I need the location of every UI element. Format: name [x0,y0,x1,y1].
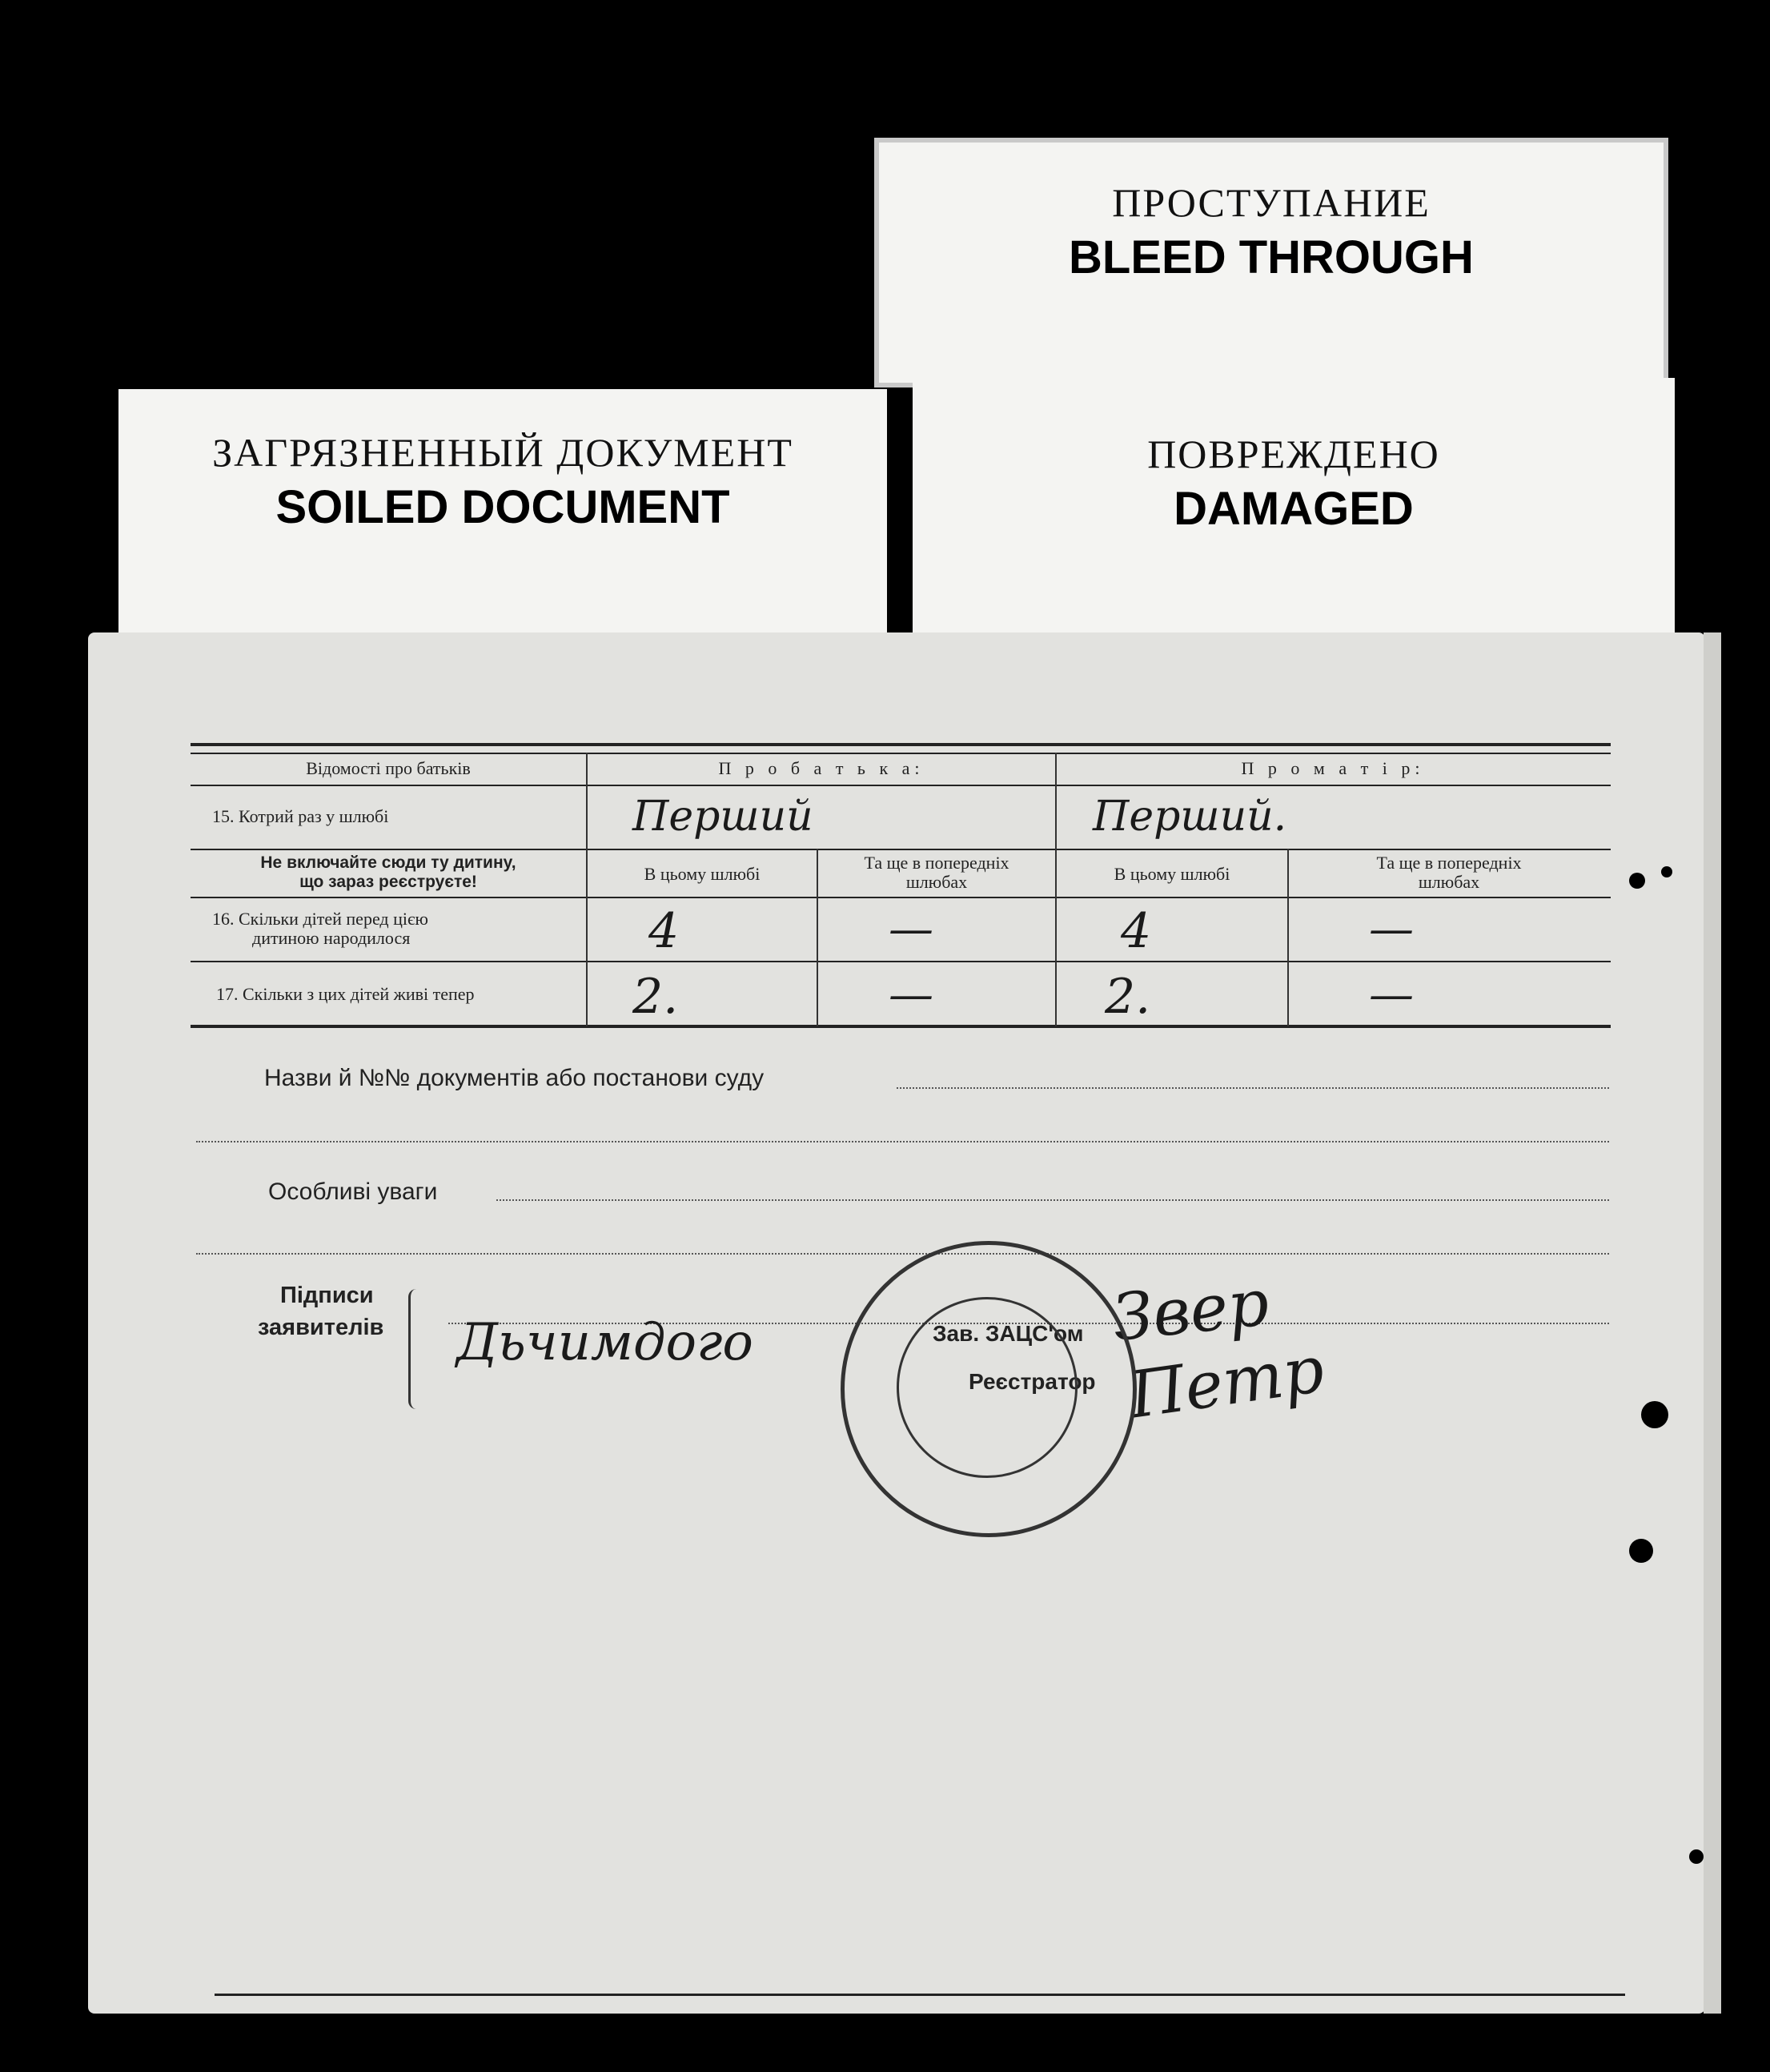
signatures-label-line1: Підписи [280,1283,374,1308]
row15-label: 15. Котрий раз у шлюбі [212,806,389,826]
subheader-note-line2: що зараз реєструєте! [299,873,477,891]
row17-mother-this: 2. [1105,969,1151,1025]
bleed-through-en-label: BLEED THROUGH [1069,231,1474,283]
subheader-mother-previous-line2: шлюбах [1418,872,1480,892]
subheader-mother-previous-line1: Та ще в попередніх [1376,853,1522,873]
table-rule [191,849,1611,850]
row17-father-this: 2. [632,969,679,1025]
remarks-line-2 [196,1253,1609,1255]
table-rule [191,753,1611,754]
documents-line [897,1087,1609,1089]
table-rule [191,961,1611,962]
row17-label: 17. Скільки з цих дітей живі тепер [216,984,475,1004]
document-page [88,632,1705,2014]
row16-father-prev: — [889,903,933,955]
subheader-father-previous-line1: Та ще в попередніх [864,853,1009,873]
row16-mother-prev: — [1369,903,1414,955]
binding-hole [1629,873,1645,889]
remarks-label: Особливі уваги [268,1179,438,1205]
soiled-ru-label: ЗАГРЯЗНЕННЫЙ ДОКУМЕНТ [212,430,793,475]
damaged-en-label: DAMAGED [1174,483,1414,535]
row16-father-this: 4 [648,903,680,959]
header-mother: П р о м а т і р: [1241,758,1425,778]
document-edge [1704,632,1721,2014]
table-column-divider [1055,753,1057,1026]
applicant-signature: Дьчимдого [456,1313,753,1372]
row15-mother-value: Перший. [1093,793,1287,841]
table-rule [191,897,1611,898]
row16-label-line1: 16. Скільки дітей перед цією [212,909,428,929]
official-stamp-inner [897,1297,1078,1478]
registrar-signature: Петр [1124,1331,1329,1433]
damaged-card [913,378,1675,634]
damaged-ru-label: ПОВРЕЖДЕНО [1147,432,1440,476]
remarks-line [496,1199,1609,1201]
binding-hole [1629,1539,1653,1563]
head-label: Зав. ЗАЦС'ом [933,1321,1084,1346]
binding-hole [1661,866,1672,877]
head-signature: Звер [1109,1265,1273,1355]
row16-mother-this: 4 [1121,903,1152,959]
documents-label: Назви й №№ документів або постанови суду [264,1065,765,1091]
header-parents-info: Відомості про батьків [306,758,471,778]
table-bottom-rule [191,1025,1611,1028]
bottom-rule [215,1994,1625,1996]
table-column-divider [586,753,588,1026]
subheader-father-this-marriage: В цьому шлюбі [644,864,761,884]
row17-mother-prev: — [1369,969,1414,1021]
row16-label-line2: дитиною народилося [252,928,411,948]
header-father: П р о б а т ь к а: [718,758,925,778]
signatures-brace [408,1289,425,1409]
bleed-through-card [879,143,1664,383]
bleed-through-ru-label: ПРОСТУПАНИЕ [1112,180,1431,225]
binding-hole [1641,1401,1668,1428]
subheader-mother-this-marriage: В цьому шлюбі [1114,864,1230,884]
signatures-label-line2: заявителів [258,1315,384,1340]
soiled-document-card [118,389,887,653]
subheader-father-previous-line2: шлюбах [905,872,968,892]
table-rule [191,785,1611,786]
subheader-note-line1: Не включайте сюди ту дитину, [260,853,516,872]
row17-father-prev: — [889,969,933,1021]
row15-father-value: Перший [632,793,813,841]
binding-hole [1689,1849,1704,1864]
soiled-en-label: SOILED DOCUMENT [275,481,730,533]
registrar-label: Реєстратор [969,1369,1096,1394]
documents-line-2 [196,1141,1609,1142]
table-top-rule [191,743,1611,746]
